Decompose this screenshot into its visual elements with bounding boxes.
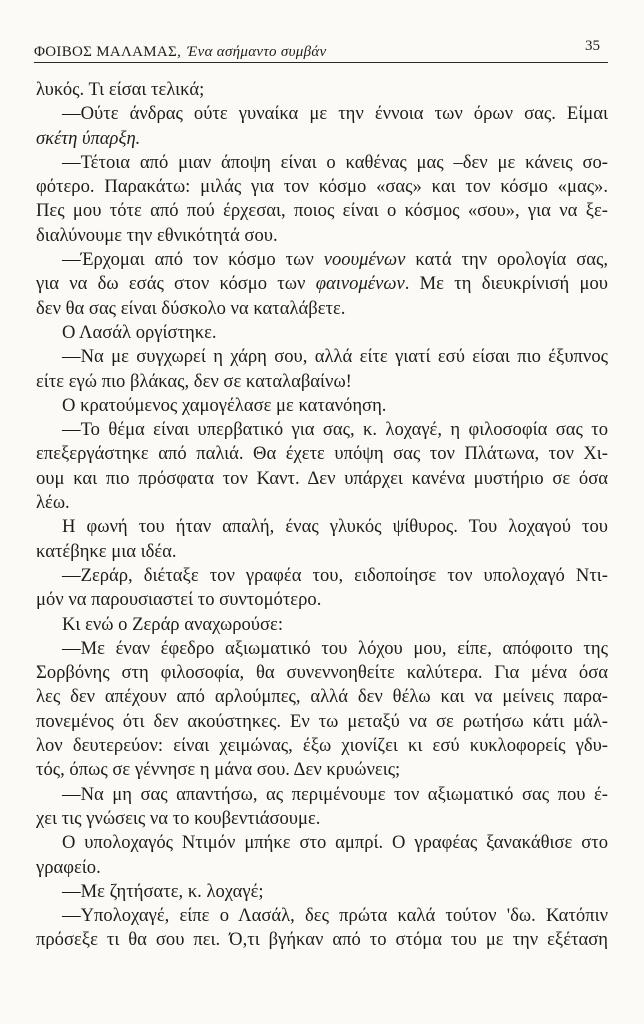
text-line — [36, 661, 608, 685]
text-line — [36, 734, 608, 758]
text-line — [36, 710, 608, 734]
text-line — [36, 418, 608, 442]
text-segment: φαινομένων — [315, 273, 405, 295]
text-line — [36, 491, 608, 515]
text-segment: διαλύνουμε την εθνικότητά σου. — [36, 224, 278, 246]
text-line — [36, 637, 608, 661]
text-line — [36, 297, 608, 321]
text-line — [36, 904, 608, 928]
text-segment: λον δευτερεύον: είναι χειμώνας, έξω χιονίζει κι εσύ κυκλοφορείς γδυ- — [36, 735, 608, 757]
text-segment: Ο υπολοχαγός Ντιμόν μπήκε στο αμπρί. Ο γραφέας ξανακάθισε στο — [62, 832, 608, 854]
text-segment: Ο Λασάλ οργίστηκε. — [62, 321, 217, 343]
text-line — [36, 345, 608, 369]
text-line — [36, 540, 608, 564]
text-segment: Η φωνή του ήταν απαλή, ένας γλυκός ψίθυρος. Του λοχαγού του — [62, 516, 608, 538]
text-line — [36, 928, 608, 952]
running-header — [34, 38, 608, 63]
text-segment: κατέβηκε μια ιδέα. — [36, 540, 177, 562]
text-segment: είτε εγώ πιο βλάκας, δεν σε καταλαβαίνω! — [36, 370, 352, 392]
text-segment: —Με ζητήσατε, κ. λοχαγέ; — [62, 880, 264, 902]
text-segment: —Υπολοχαγέ, είπε ο Λασάλ, δες πρώτα καλά τούτον 'δω. Κατόπιν — [62, 905, 608, 927]
text-line — [36, 78, 608, 102]
text-segment: επεξεργάστηκε από παλιά. Θα έχετε υπόψη σας τον Πλάτωνα, τον Χι- — [36, 443, 608, 465]
text-segment: λέω. — [36, 492, 70, 514]
text-segment: χει τις γνώσεις να το κουβεντιάσουμε. — [36, 807, 321, 829]
text-segment: μόν να παρουσιαστεί το συντομότερο. — [36, 589, 322, 611]
page-number: 35 — [585, 38, 600, 54]
text-line — [36, 175, 608, 199]
text-line — [36, 224, 608, 248]
body-text — [36, 78, 608, 953]
text-line — [36, 783, 608, 807]
text-line — [36, 515, 608, 539]
text-segment: φότερο. Παρακάτω: μιλάς για τον κόσμο «σας» και τον κόσμο «μας». — [36, 176, 608, 198]
text-segment: Σορβόνης στη φιλοσοφία, θα συνεννοηθείτε καλύτερα. Για μένα όσα — [36, 662, 608, 684]
text-segment: —Ούτε άνδρας ούτε γυναίκα με την έννοια των όρων σας. Είμαι — [62, 103, 608, 125]
text-line — [36, 685, 608, 709]
text-line — [36, 442, 608, 466]
text-line — [36, 467, 608, 491]
text-segment: —Έρχομαι από τον κόσμο των — [62, 249, 324, 271]
header-author: ΦΟΙΒΟΣ ΜΑΛΑΜΑΣ, Ένα ασήμαντο συμβάν — [34, 44, 327, 60]
text-line — [36, 321, 608, 345]
text-segment: —Το θέμα είναι υπερβατικό για σας, κ. λοχαγέ, η φιλοσοφία σας το — [62, 419, 608, 441]
text-segment: σκέτη ύπαρξη. — [36, 127, 141, 149]
text-line — [36, 127, 608, 151]
text-segment: Ο κρατούμενος χαμογέλασε με κατανόηση. — [62, 394, 387, 416]
text-line — [36, 758, 608, 782]
text-segment: —Με έναν έφεδρο αξιωματικό του λόχου μου, είπε, απόφοιτο της — [62, 637, 608, 659]
text-segment: τός, όπως σε γέννησε η μάνα σου. Δεν κρυώνεις; — [36, 759, 401, 781]
text-line — [36, 199, 608, 223]
text-segment: Πες μου τότε από πού έρχεσαι, ποιος είναι ο κόσμος «σου», για να ξε- — [36, 200, 608, 222]
text-line — [36, 248, 608, 272]
text-segment: λες δεν απέχουν από αρλούμπες, αλλά δεν θέλω και να μείνεις παρα- — [36, 686, 608, 708]
text-segment: λυκός. Τι είσαι τελικά; — [36, 79, 205, 100]
text-segment: —Ζεράρ, διέταξε τον γραφέα του, ειδοποίησε τον υπολοχαγό Ντι- — [62, 564, 608, 586]
header-title: Ένα ασήμαντο συμβάν — [187, 44, 327, 60]
text-line — [36, 564, 608, 588]
text-segment: δεν θα σας είναι δύσκολο να καταλάβετε. — [36, 297, 346, 319]
text-line — [36, 613, 608, 637]
text-segment: ουμ και πιο πρόσφατα τον Καντ. Δεν υπάρχει κανένα μυστήριο σε όσα — [36, 467, 608, 489]
text-segment: κατά την ορολογία σας, — [405, 249, 608, 271]
text-segment: γραφείο. — [36, 856, 101, 878]
text-line — [36, 102, 608, 126]
text-segment: πρόσεξε τι θα σου πει. Ό,τι βγήκαν από το στόμα του με την εξέταση — [36, 929, 608, 951]
text-line — [36, 151, 608, 175]
text-line — [36, 394, 608, 418]
text-segment: για να δω εσάς στον κόσμο των — [36, 273, 316, 295]
text-segment: πονεμένος ότι δεν ακούστηκες. Εν τω μεταξύ να σε ρωτήσω κάτι μάλ- — [36, 710, 608, 732]
text-line — [36, 370, 608, 394]
text-segment: . Με τη διευκρίνισή μου — [404, 273, 608, 295]
text-segment: νοουμένων — [323, 249, 406, 271]
text-segment: —Τέτοια από μιαν άποψη είναι ο καθένας μας –δεν με κάνεις σο- — [62, 151, 608, 173]
text-line — [36, 272, 608, 296]
text-segment: —Να με συγχωρεί η χάρη σου, αλλά είτε γιατί εσύ είσαι πιο έξυπνος — [62, 346, 608, 368]
text-line — [36, 856, 608, 880]
text-segment: Κι ενώ ο Ζεράρ αναχωρούσε: — [62, 613, 283, 635]
text-line — [36, 880, 608, 904]
text-segment: —Να μη σας απαντήσω, ας περιμένουμε τον αξιωματικό σας που έ- — [62, 783, 608, 805]
text-line — [36, 807, 608, 831]
text-line — [36, 588, 608, 612]
text-line — [36, 831, 608, 855]
